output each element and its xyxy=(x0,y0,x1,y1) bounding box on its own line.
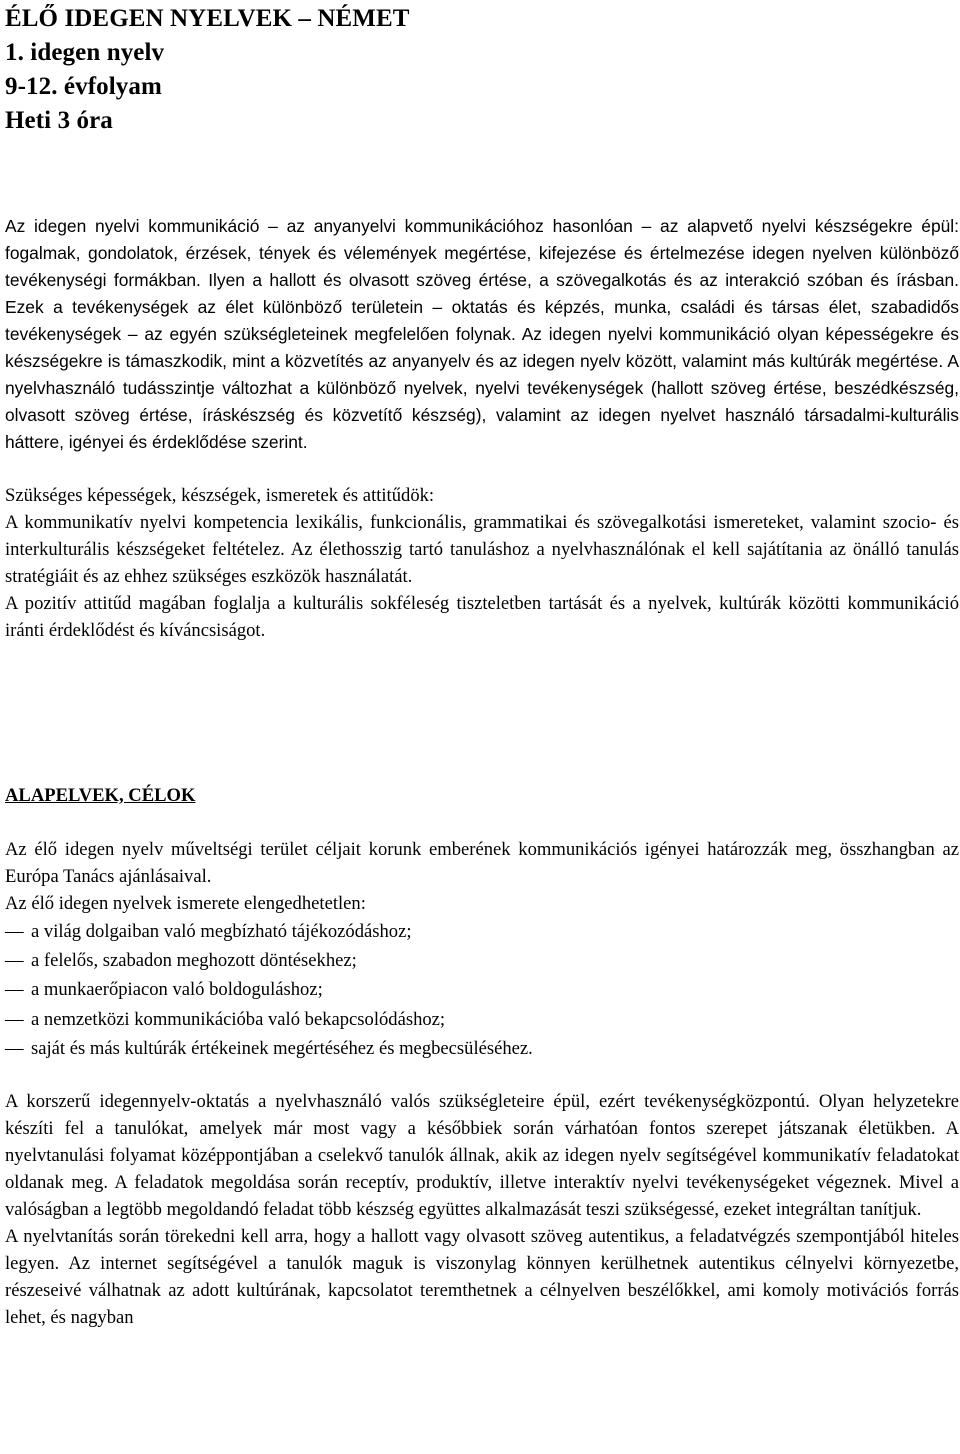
list-item xyxy=(5,917,959,946)
title-grades: 9-12. évfolyam xyxy=(5,73,162,100)
principles-paragraph-authenticity: A nyelvtanítás során törekedni kell arra, hogy a hallott vagy olvasott szöveg autentikus, a feladatvégzés szempontjából hiteles legyen. Az internet segítségével a tanulók maguk is viszonylag könnyen kerülhetnek autentikus célnyelvi környezetbe, részeseivé válhatnak az adott kultúrának, kapcsolatot teremthetnek a célnyelven beszélőkkel, ami komoly motivációs forrás lehet, és nagyban xyxy=(5,1226,959,1329)
document-page xyxy=(5,0,959,1331)
skills-paragraph-attitude: A pozitív attitűd magában foglalja a kulturális sokféleség tiszteletben tartását és a nyelvek, kultúrák közötti kommunikáció iránti érdeklődést és kíváncsiságot. xyxy=(5,593,959,641)
list-item xyxy=(5,975,959,1004)
dash-bullet: — xyxy=(5,1008,24,1030)
list-item-text: saját és más kultúrák értékeinek megértéséhez és megbecsüléséhez. xyxy=(31,1037,533,1059)
list-item-text: a munkaerőpiacon való boldoguláshoz; xyxy=(31,979,323,1001)
principles-paragraph-goals: Az élő idegen nyelv műveltségi terület céljait korunk emberének kommunikációs igényei határozzák meg, összhangban az Európa Tanács ajánlásaival. xyxy=(5,839,959,887)
intro-paragraph: Az idegen nyelvi kommunikáció – az anyanyelvi kommunikációhoz hasonlóan – az alapvető nyelvi készségekre épül: fogalmak, gondolatok, érzések, tények és vélemények megértése, kifejezése és értelmezése idegen nyelven különböző tevékenységi formákban. Ilyen a hallott és olvasott szöveg értése, a szövegalkotás és az interakció szóban és írásban. Ezek a tevékenységek az élet különböző területein – oktatás és képzés, munka, családi és társas élet, szabadidős tevékenységek – az egyén szükségleteinek megfelelően folynak. Az idegen nyelvi kommunikáció olyan képességekre és készségekre is támaszkodik, mint a közvetítés az anyanyelv és az idegen nyelv között, valamint más kultúrák megértése. A nyelvhasználó tudásszintje változhat a különböző nyelvek, nyelvi tevékenységek (hallott szöveg értése, beszédkészség, olvasott szöveg értése, íráskészség és közvetítő készség), valamint az idegen nyelvet használó társadalmi-kulturális háttere, igényei és érdeklődése szerint. xyxy=(5,216,959,452)
dash-bullet: — xyxy=(5,979,24,1001)
dash-bullet: — xyxy=(5,950,24,972)
skills-heading: Szükséges képességek, készségek, ismeretek és attitűdök: xyxy=(5,485,435,506)
dash-bullet: — xyxy=(5,1037,24,1059)
principles-heading: ALAPELVEK, CÉLOK xyxy=(5,785,196,806)
principles-list xyxy=(5,917,959,1063)
principles-paragraph-intro-list: Az élő idegen nyelvek ismerete elengedhetetlen: xyxy=(5,893,366,914)
list-item xyxy=(5,946,959,975)
list-item xyxy=(5,1005,959,1034)
title-language-level: 1. idegen nyelv xyxy=(5,39,165,66)
skills-paragraph-competence: A kommunikatív nyelvi kompetencia lexikális, funkcionális, grammatikai és szövegalkotási ismereteket, valamint szocio- és interkulturális készségeket feltételez. Az élethosszig tartó tanuláshoz a nyelvhasználónak el kell sajátítania az önálló tanulás stratégiáit és az ehhez szükséges eszközök használatát. xyxy=(5,512,959,587)
title-weekly-hours: Heti 3 óra xyxy=(5,107,113,134)
list-item-text: a nemzetközi kommunikációba való bekapcsolódáshoz; xyxy=(31,1008,446,1030)
title-subject: ÉLŐ IDEGEN NYELVEK – NÉMET xyxy=(5,5,410,32)
title-block xyxy=(5,2,959,138)
dash-bullet: — xyxy=(5,921,24,942)
list-item-text: a világ dolgaiban való megbízható tájékozódáshoz; xyxy=(31,921,412,942)
principles-paragraph-modern-teaching: A korszerű idegennyelv-oktatás a nyelvhasználó valós szükségleteire épül, ezért tevékenységközpontú. Olyan helyzetekre készíti fel a tanulókat, amelyek már most vagy a későbbiek során várhatóan fontos szerepet játszanak életükben. A nyelvtanulási folyamat középpontjában a cselekvő tanulók állnak, akik az idegen nyelv segítségével kommunikatív feladatokat oldanak meg. A feladatok megoldása során receptív, produktív, illetve interaktív nyelvi tevékenységeket végeznek. Mivel a valóságban a legtöbb megoldandó feladat több készség együttes alkalmazását teszi szükségessé, ezeket integráltan tanítjuk. xyxy=(5,1091,959,1221)
list-item xyxy=(5,1034,959,1063)
list-item-text: a felelős, szabadon meghozott döntésekhez; xyxy=(31,950,357,972)
